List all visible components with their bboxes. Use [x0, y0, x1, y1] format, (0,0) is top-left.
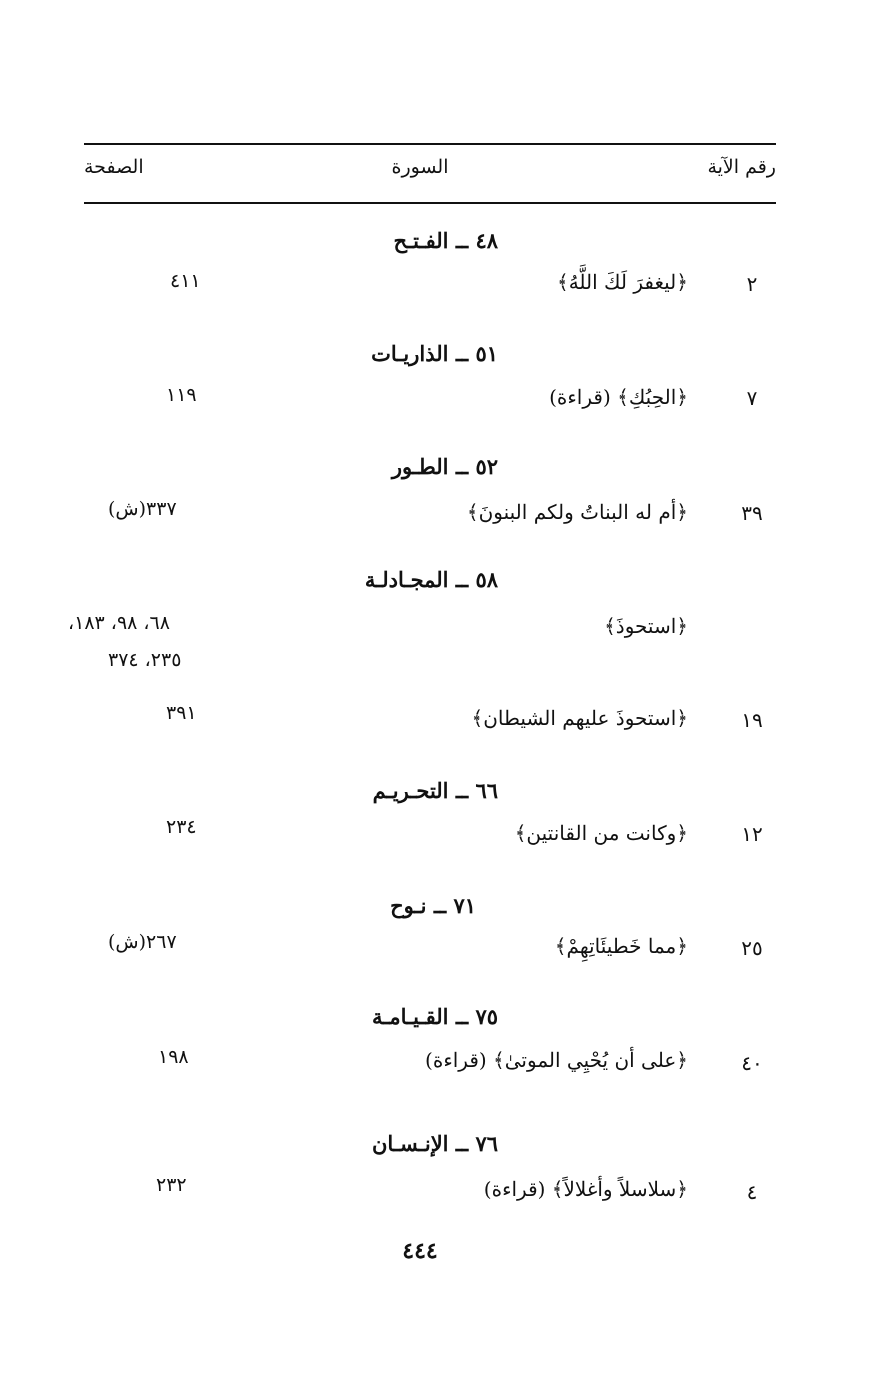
ayah-number: ٧ — [746, 386, 758, 410]
verse-text: ﴿على أن يُحْيِي الموتىٰ﴾ (قراءة) — [425, 1048, 688, 1072]
surah-title-nuh: ٧١ ــ نـوح — [390, 893, 476, 918]
ayah-number: ١٢ — [741, 822, 763, 846]
page-reference: ١٩٨ — [158, 1046, 189, 1068]
surah-title-al-qiyama: ٧٥ ــ القـيـامـة — [371, 1004, 498, 1029]
page-reference: ١١٩ — [166, 384, 197, 406]
header-top-rule — [84, 143, 776, 145]
ayah-number: ٢٥ — [741, 936, 763, 960]
page-reference: ٢٣٥، ٣٧٤ — [108, 649, 182, 671]
page-reference: ٣٣٧(ش) — [108, 498, 177, 520]
verse-text: ﴿وكانت من القانتين﴾ — [514, 821, 688, 845]
ayah-number: ٣٩ — [741, 501, 763, 525]
verse-text: ﴿الحِبُكِ﴾ (قراءة) — [549, 385, 688, 409]
column-header-page: الصفحة — [84, 156, 144, 178]
ayah-number: ٤٠ — [741, 1051, 763, 1075]
column-header-ayah-number: رقم الآية — [707, 156, 776, 178]
ayah-number: ٢ — [746, 272, 758, 296]
surah-title-at-tahrim: ٦٦ ــ التحـريـم — [372, 778, 498, 803]
page-reference: ٣٩١ — [166, 702, 197, 724]
page-reference: ٢٦٧(ش) — [108, 931, 177, 953]
page-reference: ٢٣٤ — [166, 816, 197, 838]
page-number: ٤٤٤ — [402, 1238, 438, 1264]
surah-title-al-fath: ٤٨ ــ الفـتـح — [393, 228, 498, 253]
surah-title-adh-dhariyat: ٥١ ــ الذاريـات — [371, 341, 498, 366]
column-header-surah: السورة — [391, 156, 449, 178]
surah-title-al-insan: ٧٦ ــ الإنـسـان — [371, 1131, 498, 1156]
page-reference: ٦٨، ٩٨، ١٨٣، — [68, 612, 170, 634]
verse-text: ﴿أم له البناتُ ولكم البنونَ﴾ — [466, 500, 688, 524]
ayah-number: ١٩ — [741, 708, 763, 732]
surah-title-at-tur: ٥٢ ــ الطـور — [391, 454, 498, 479]
surah-title-al-mujadila: ٥٨ ــ المجـادلـة — [364, 567, 498, 592]
page-reference: ٤١١ — [170, 270, 201, 292]
verse-text: ﴿ليغفرَ لَكَ اللَّهُ﴾ — [556, 270, 688, 294]
ayah-number: ٤ — [746, 1180, 758, 1204]
page-reference: ٢٣٢ — [156, 1174, 187, 1196]
verse-text: ﴿استحوذَ﴾ — [604, 614, 688, 638]
verse-text: ﴿استحوذَ عليهم الشيطان﴾ — [471, 706, 688, 730]
verse-text: ﴿سلاسلاً وأغلالاً﴾ (قراءة) — [483, 1177, 688, 1201]
verse-text: ﴿مما خَطيئَاتِهِمْ﴾ — [554, 934, 688, 958]
header-bottom-rule — [84, 202, 776, 204]
